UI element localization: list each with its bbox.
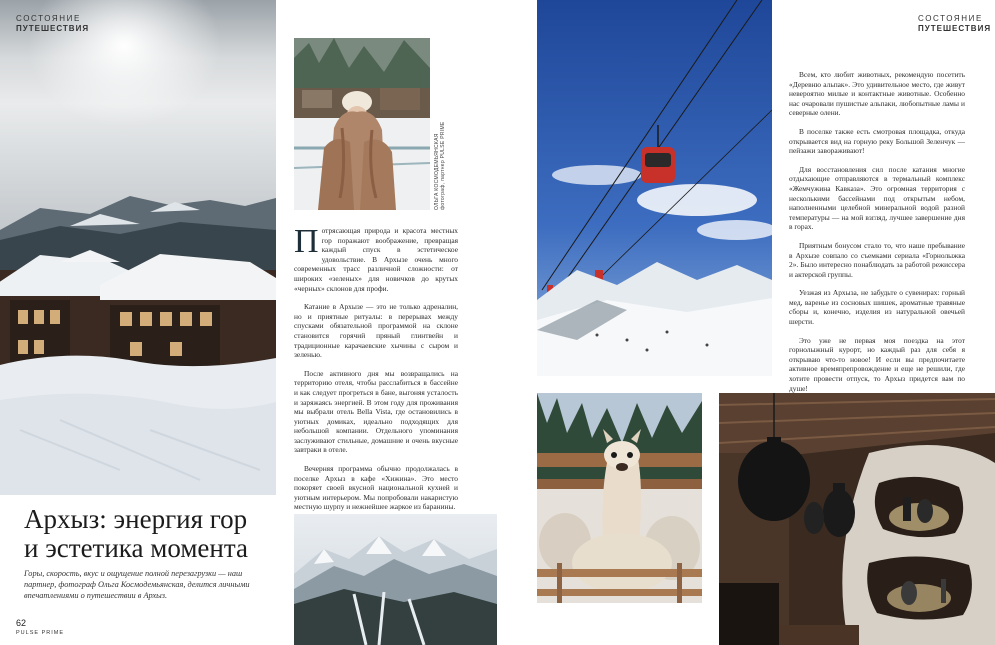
article-paragraph: После активного дня мы возвращались на территорию отеля, чтобы расслабиться в бассейне и как следует прогреться в бане, выгоняя усталость и заряжаясь энергией. В этом году для проживания мы выбрали отель Bella Vista, где остановились в уютных домиках, идеально подходящих для небольшой компании. Отдельного упоминания заслуживают стильные, домашние и очень вкусные завтраки в отеле. <box>294 368 458 455</box>
page-number: 62 <box>16 618 27 628</box>
section-label-right <box>918 14 992 34</box>
article-paragraph: Приятным бонусом стало то, что наше пребывание в Архызе совпало со съемками сериала «Горнолыжка 2». Было интересно понаблюдать за работой режиссера и актерской группы. <box>789 240 965 279</box>
section-label-right-line2: ПУТЕШЕСТВИЯ <box>918 24 992 33</box>
article-paragraph: Всем, кто любит животных, рекомендую посетить «Деревню альпак». Это удивительное место, где живут невероятно милые и контактные животные. Особенно нас очаровали пушистые альпаки, любопытные ламы и северные олени. <box>789 70 965 118</box>
article-paragraph: Уезжая из Архыза, не забудьте о сувенирах: горный мед, варенье из сосновых шишек, ароматные травяные сборы и, конечно, изделия из натуральной овечьей шерсти. <box>789 288 965 327</box>
photo-credit-role: фотограф, партнер PULSE PRIME <box>440 121 446 210</box>
photo-credit-name: ОЛЬГА КОСМОДЕМЬЯНСКАЯ <box>434 133 440 210</box>
section-label-line2: ПУТЕШЕСТВИЯ <box>16 24 90 33</box>
headline <box>24 505 284 563</box>
article-paragraph: Потрясающая природа и красота местных гор поражают воображение, превращая каждый спуск в эстетическое удовольствие. В Архызе очень много современных трасс различной сложности: от широких «зеленых» для новичков до крутых «черных» склонов для профи. <box>294 223 458 293</box>
article-paragraph: Вечерняя программа обычно продолжалась в поселке Архыз в кафе «Хижина». Это место покоряет своей вкусной национальной кухней и уютным интерьером. Мы попробовали накаристую местную шурпу и нежнейшее жаркое из баранины. <box>294 464 458 512</box>
article-column-left <box>294 223 458 521</box>
alpaca-photo <box>537 393 702 603</box>
section-label-line1: СОСТОЯНИЕ <box>16 14 81 23</box>
section-label <box>16 14 89 34</box>
chalet-photo <box>0 0 276 495</box>
lead-paragraph: Горы, скорость, вкус и ощущение полной перезагрузки — наш партнер, фотограф Ольга Космодемьянская, делится личными впечатлениями о путешествии в Архыз. <box>24 569 250 600</box>
portrait-photo <box>294 38 430 210</box>
article-column-right <box>789 70 965 402</box>
section-label-right-line1: СОСТОЯНИЕ <box>918 14 983 23</box>
article-paragraph: Для восстановления сил после катания многие отдыхающие отправляются в термальный комплекс «Жемчужина Кавказа». Это огромная территория с несколькими бассейнами под открытым небом, наполненными целебной минеральной водой разной температуры — на мой взгляд, лучшее завершение дня в горах. <box>789 164 965 232</box>
headline-line2: и эстетика момента <box>24 533 248 563</box>
article-paragraph: В поселке также есть смотровая площадка, откуда открывается вид на горную реку Большой Зеленчук — пейзажи завораживают! <box>789 126 965 156</box>
headline-line1: Архыз: энергия гор <box>24 504 248 534</box>
photo-credit <box>434 116 446 210</box>
interior-photo <box>719 393 995 645</box>
brand-name: PULSE PRIME <box>16 630 64 636</box>
ski-slope-photo <box>294 514 497 645</box>
dropcap: П <box>294 223 319 260</box>
gondola-photo <box>537 0 772 376</box>
article-paragraph: Это уже не первая моя поездка на этот горнолыжный курорт, но каждый раз для себя я открываю что-то новое! И если вы предпочитаете активное времяпрепровождение и еще не решили, где хотите провести отпуск, то Архыз придется вам по душе! <box>789 335 965 393</box>
article-paragraph: Катание в Архызе — это не только адреналин, но и приятные ритуалы: в перерывах между спусками обязательной программой на склоне становится горячий пряный глинтвейн и традиционные карачаевские хычины с сыром и зеленью. <box>294 302 458 360</box>
